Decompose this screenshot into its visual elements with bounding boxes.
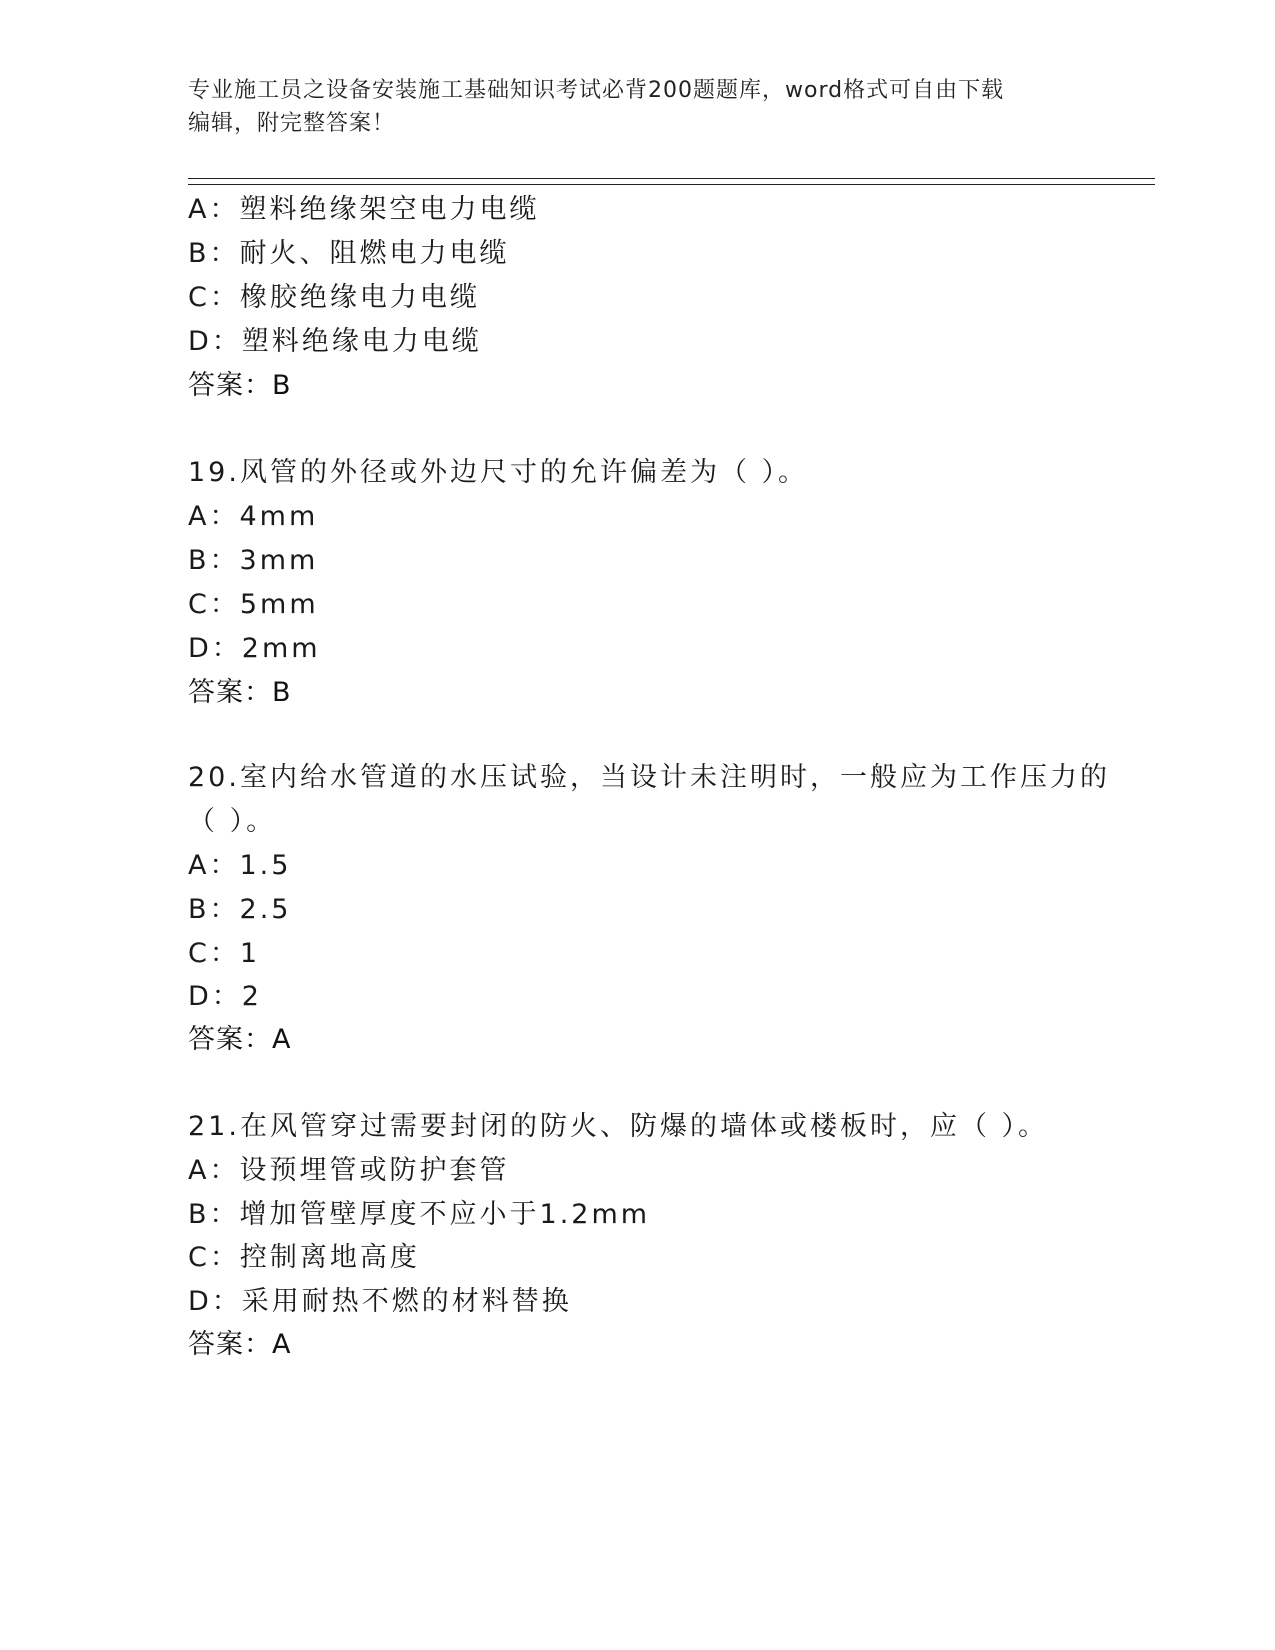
question-19: 19.风管的外径或外边尺寸的允许偏差为（ ）。 xyxy=(188,457,809,488)
option-b: B：耐火、阻燃电力电缆 xyxy=(188,238,510,269)
option-a: A：4mm xyxy=(188,501,319,532)
answer-value: B xyxy=(272,677,292,708)
option-b: B：2.5 xyxy=(188,894,292,925)
answer-line xyxy=(188,368,292,404)
option-a: A：设预埋管或防护套管 xyxy=(188,1155,510,1186)
answer-value: B xyxy=(272,370,292,401)
question-20-line-1: 20.室内给水管道的水压试验，当设计未注明时，一般应为工作压力的 xyxy=(188,762,1110,793)
option-c: C：5mm xyxy=(188,589,319,620)
answer-line xyxy=(188,675,292,711)
option-d: D：塑料绝缘电力电缆 xyxy=(188,326,482,357)
option-b: B：增加管壁厚度不应小于1.2mm xyxy=(188,1199,651,1230)
option-d: D：2mm xyxy=(188,633,321,664)
option-c: C：1 xyxy=(188,938,261,969)
option-c: C：控制离地高度 xyxy=(188,1242,420,1273)
answer-line xyxy=(188,1022,291,1058)
answer-label: 答案： xyxy=(188,677,272,708)
option-a: A：塑料绝缘架空电力电缆 xyxy=(188,194,540,225)
option-d: D：2 xyxy=(188,981,262,1012)
question-21: 21.在风管穿过需要封闭的防火、防爆的墙体或楼板时，应（ ）。 xyxy=(188,1111,1049,1142)
answer-line xyxy=(188,1327,291,1363)
header-divider xyxy=(188,178,1155,185)
question-20-line-2: （ ）。 xyxy=(188,806,277,837)
answer-label: 答案： xyxy=(188,370,272,401)
answer-value: A xyxy=(272,1024,292,1055)
header-title-line-2: 编辑，附完整答案！ xyxy=(188,111,396,136)
answer-label: 答案： xyxy=(188,1024,272,1055)
option-a: A：1.5 xyxy=(188,850,292,881)
option-d: D：采用耐热不燃的材料替换 xyxy=(188,1286,572,1317)
option-b: B：3mm xyxy=(188,545,319,576)
document-header xyxy=(188,74,1068,140)
answer-label: 答案： xyxy=(188,1329,272,1360)
option-c: C：橡胶绝缘电力电缆 xyxy=(188,282,480,313)
header-title-line-1: 专业施工员之设备安装施工基础知识考试必背200题题库，word格式可自由下载 xyxy=(188,78,1005,103)
answer-value: A xyxy=(272,1329,292,1360)
